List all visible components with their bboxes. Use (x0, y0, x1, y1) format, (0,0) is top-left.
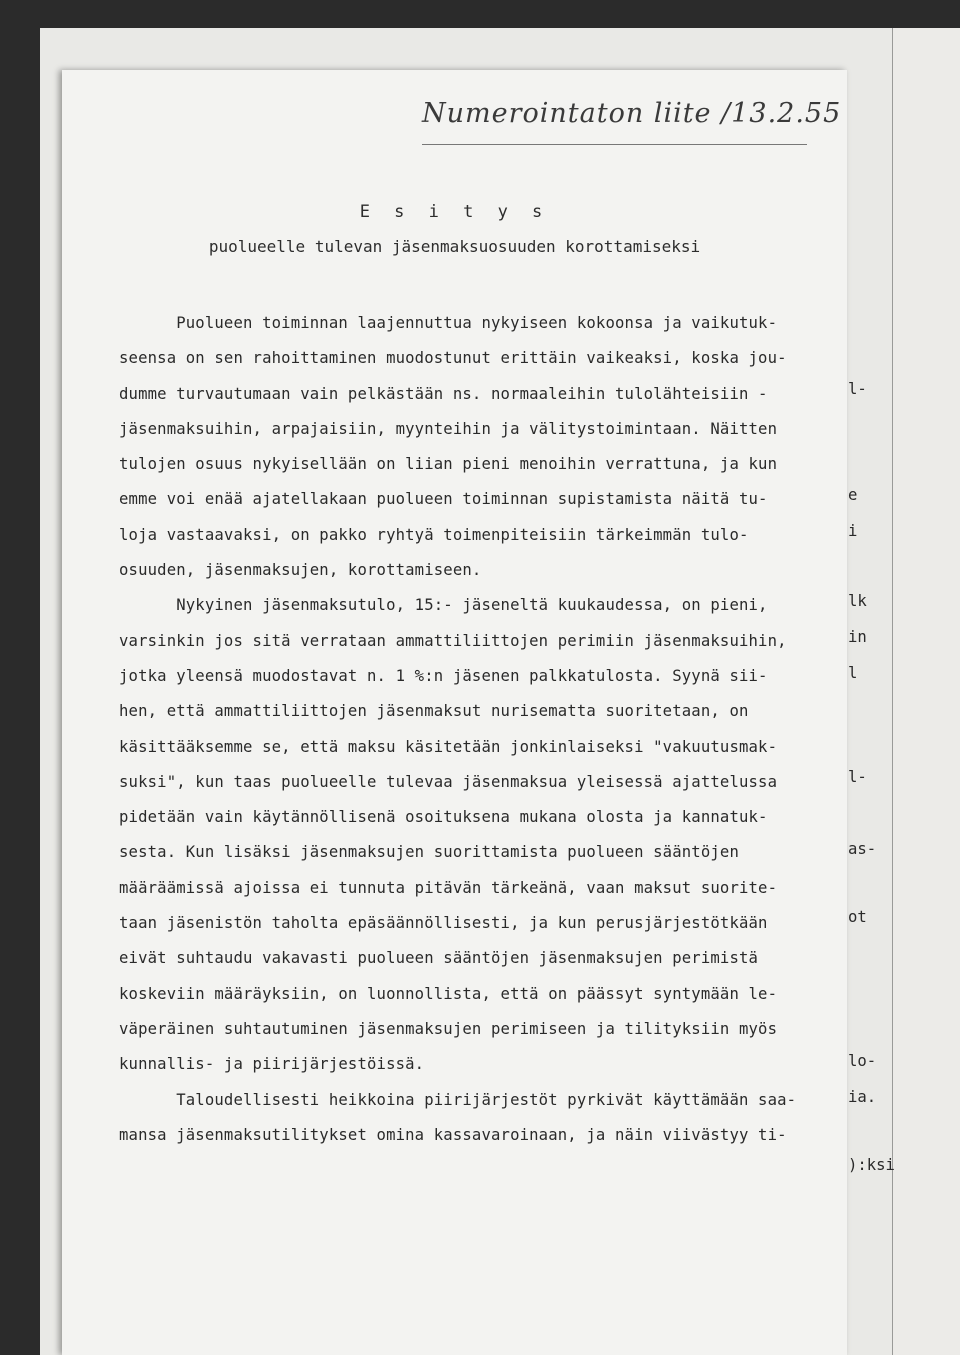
fragment-text: l- (848, 380, 867, 398)
fragment-text: lo- (848, 1052, 877, 1070)
text-line: varsinkin jos sitä verrataan ammattiliittojen perimiin jäsenmaksuihin, (119, 631, 787, 650)
fragment-text: l (848, 664, 858, 682)
fragment-text: lk (848, 592, 867, 610)
text-line: emme voi enää ajatellakaan puolueen toiminnan supistamista näitä tu- (119, 490, 768, 509)
fragment-text: l- (848, 768, 867, 786)
fragment-text: as- (848, 840, 877, 858)
text-line: määräämissä ajoissa ei tunnuta pitävän tärkeänä, vaan maksut suorite- (119, 878, 778, 897)
text-line: jotka yleensä muodostavat n. 1 %:n jäsenen palkkatulosta. Syynä sii- (119, 666, 768, 685)
fragment-text: ):ksi (848, 1156, 895, 1174)
underlying-page-edge (892, 28, 960, 1355)
body-text (119, 306, 839, 1153)
text-line: mansa jäsenmaksutilitykset omina kassavaroinaan, ja näin viivästyy ti- (119, 1125, 787, 1144)
text-line: Taloudellisesti heikkoina piirijärjestöt pyrkivät käyttämään saa- (119, 1090, 797, 1109)
text-line: kunnallis- ja piirijärjestöissä. (119, 1055, 425, 1074)
text-line: jäsenmaksuihin, arpajaisiin, myynteihin ja välitystoimintaan. Näitten (119, 419, 778, 438)
text-line: dumme turvautumaan vain pelkästään ns. normaaleihin tulolähteisiin - (119, 384, 768, 403)
text-line: Puolueen toiminnan laajennuttua nykyiseen kokoonsa ja vaikutuk- (119, 314, 778, 332)
document-title: E s i t y s (359, 202, 550, 222)
text-line: koskeviin määräyksiin, on luonnollista, että on päässyt syntymään le- (119, 984, 778, 1003)
text-line: loja vastaavaksi, on pakko ryhtyä toimenpiteisiin tärkeimmän tulo- (119, 525, 749, 544)
text-line: pidetään vain käytännöllisenä osoituksena mukana olosta ja kannatuk- (119, 808, 768, 827)
handwritten-annotation: Numerointaton liite /13.2.55 (422, 98, 842, 129)
text-line: Nykyinen jäsenmaksutulo, 15:- jäseneltä kuukaudessa, on pieni, (119, 596, 768, 615)
fragment-text: ot (848, 908, 867, 926)
text-line: hen, että ammattiliittojen jäsenmaksut nurisematta suoritetaan, on (119, 702, 749, 721)
fragment-text: e (848, 486, 858, 504)
document-subtitle: puolueelle tulevan jäsenmaksuosuuden korottamiseksi (208, 237, 701, 256)
text-line: taan jäsenistön taholta epäsäännöllisesti, ja kun perusjärjestötkään (119, 914, 768, 933)
text-line: suksi", kun taas puolueelle tulevaa jäsenmaksua yleisessä ajattelussa (119, 772, 778, 791)
text-line: väperäinen suhtautuminen jäsenmaksujen perimiseen ja tilityksiin myös (119, 1019, 778, 1038)
text-line: osuuden, jäsenmaksujen, korottamiseen. (119, 561, 482, 580)
fragment-text: ia. (848, 1088, 877, 1106)
document-page (62, 70, 847, 1355)
handwritten-underline (422, 144, 807, 145)
fragment-text: in (848, 628, 867, 646)
text-line: käsittääksemme se, että maksu käsitetään jonkinlaiseksi "vakuutusmak- (119, 737, 778, 756)
text-line: eivät suhtaudu vakavasti puolueen sääntöjen jäsenmaksujen perimistä (119, 949, 759, 968)
text-line: tulojen osuus nykyisellään on liian pieni menoihin verrattuna, ja kun (119, 455, 778, 474)
text-line: seensa on sen rahoittaminen muodostunut erittäin vaikeaksi, koska jou- (119, 349, 787, 368)
fragment-text: i (848, 522, 858, 540)
text-line: sesta. Kun lisäksi jäsenmaksujen suorittamista puolueen sääntöjen (119, 843, 739, 862)
